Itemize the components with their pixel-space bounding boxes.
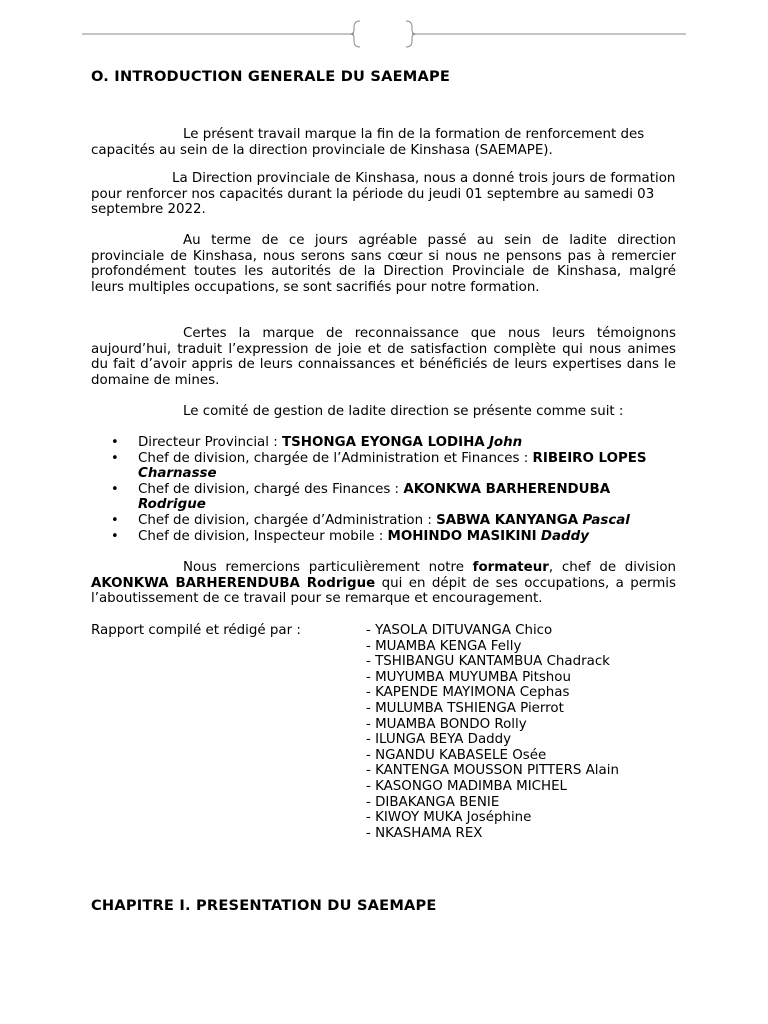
report-label: Rapport compilé et rédigé par :: [91, 623, 301, 638]
header-ornament: [82, 18, 686, 50]
intro-paragraph-1: Le présent travail marque la fin de la formation de renforcement des capacités au sein de la direction provinciale de Kinshasa (SAEMAPE).: [91, 127, 645, 158]
intro-paragraph-2: La Direction provinciale de Kinshasa, nous a donné trois jours de formation pour renforcer nos capacités durant la période du jeudi 01 septembre au samedi 03 septembre 2022.: [91, 171, 676, 218]
report-author: - DIBAKANGA BENIE: [366, 794, 500, 810]
report-section: [91, 623, 676, 847]
intro-paragraph-4: Certes la marque de reconnaissance que nous leurs témoignons aujourd’hui, traduit l’expression de joie et de satisfaction complète qui nous animes du fait d’avoir appris de leurs connaissances et bénéficiés de leurs expertises dans le domaine de mines.: [91, 326, 676, 388]
committee-list: [91, 435, 676, 544]
intro-paragraph-3: Au terme de ce jours agréable passé au sein de ladite direction provinciale de Kinshasa, nous serons sans cœur si nous ne pensons pas à remercier profondément toutes les autorités de la Direction Provinciale de Kinshasa, malgré leurs multiples occupations, se sont sacrifiés pour notre formation.: [91, 233, 676, 295]
committee-item: • Chef de division, chargée d’Administration : SABWA KANYANGA Pascal: [111, 512, 630, 528]
report-author: - NGANDU KABASELE Osée: [366, 747, 547, 763]
intro-title: O. INTRODUCTION GENERALE DU SAEMAPE: [91, 68, 451, 85]
report-author: - KAPENDE MAYIMONA Cephas: [366, 685, 570, 701]
thanks-paragraph: Nous remercions particulièrement notre formateur, chef de division AKONKWA BARHERENDUBA Rodrigue qui en dépit de ses occupations, a permis l’aboutissement de ce travail pour se remarque et encouragement.: [91, 560, 676, 607]
committee-item: • Chef de division, chargée de l’Administration et Finances : RIBEIRO LOPES Charnasse: [111, 450, 647, 482]
report-author: - MUAMBA BONDO Rolly: [366, 716, 527, 732]
report-author: - MUAMBA KENGA Felly: [366, 638, 522, 654]
committee-item: • Chef de division, Inspecteur mobile : MOHINDO MASIKINI Daddy: [111, 528, 589, 544]
committee-item: • Chef de division, chargé des Finances : AKONKWA BARHERENDUBA Rodrigue: [111, 481, 611, 513]
report-author: - MUYUMBA MUYUMBA Pitshou: [366, 669, 571, 685]
report-author: - YASOLA DITUVANGA Chico: [366, 623, 553, 638]
committee-item: • Directeur Provincial : TSHONGA EYONGA LODIHA John: [111, 435, 523, 450]
report-author: - KANTENGA MOUSSON PITTERS Alain: [366, 763, 619, 779]
report-authors-list: [366, 623, 686, 841]
report-author: - KASONGO MADIMBA MICHEL: [366, 778, 567, 794]
chapter-title: CHAPITRE I. PRESENTATION DU SAEMAPE: [91, 897, 437, 914]
report-author: - MULUMBA TSHIENGA Pierrot: [366, 700, 564, 716]
report-author: - ILUNGA BEYA Daddy: [366, 732, 512, 748]
report-author: - NKASHAMA REX: [366, 825, 483, 841]
report-author: - TSHIBANGU KANTAMBUA Chadrack: [366, 654, 610, 670]
report-author: - KIWOY MUKA Joséphine: [366, 810, 532, 826]
intro-paragraph-5: Le comité de gestion de ladite direction se présente comme suit :: [183, 404, 624, 419]
